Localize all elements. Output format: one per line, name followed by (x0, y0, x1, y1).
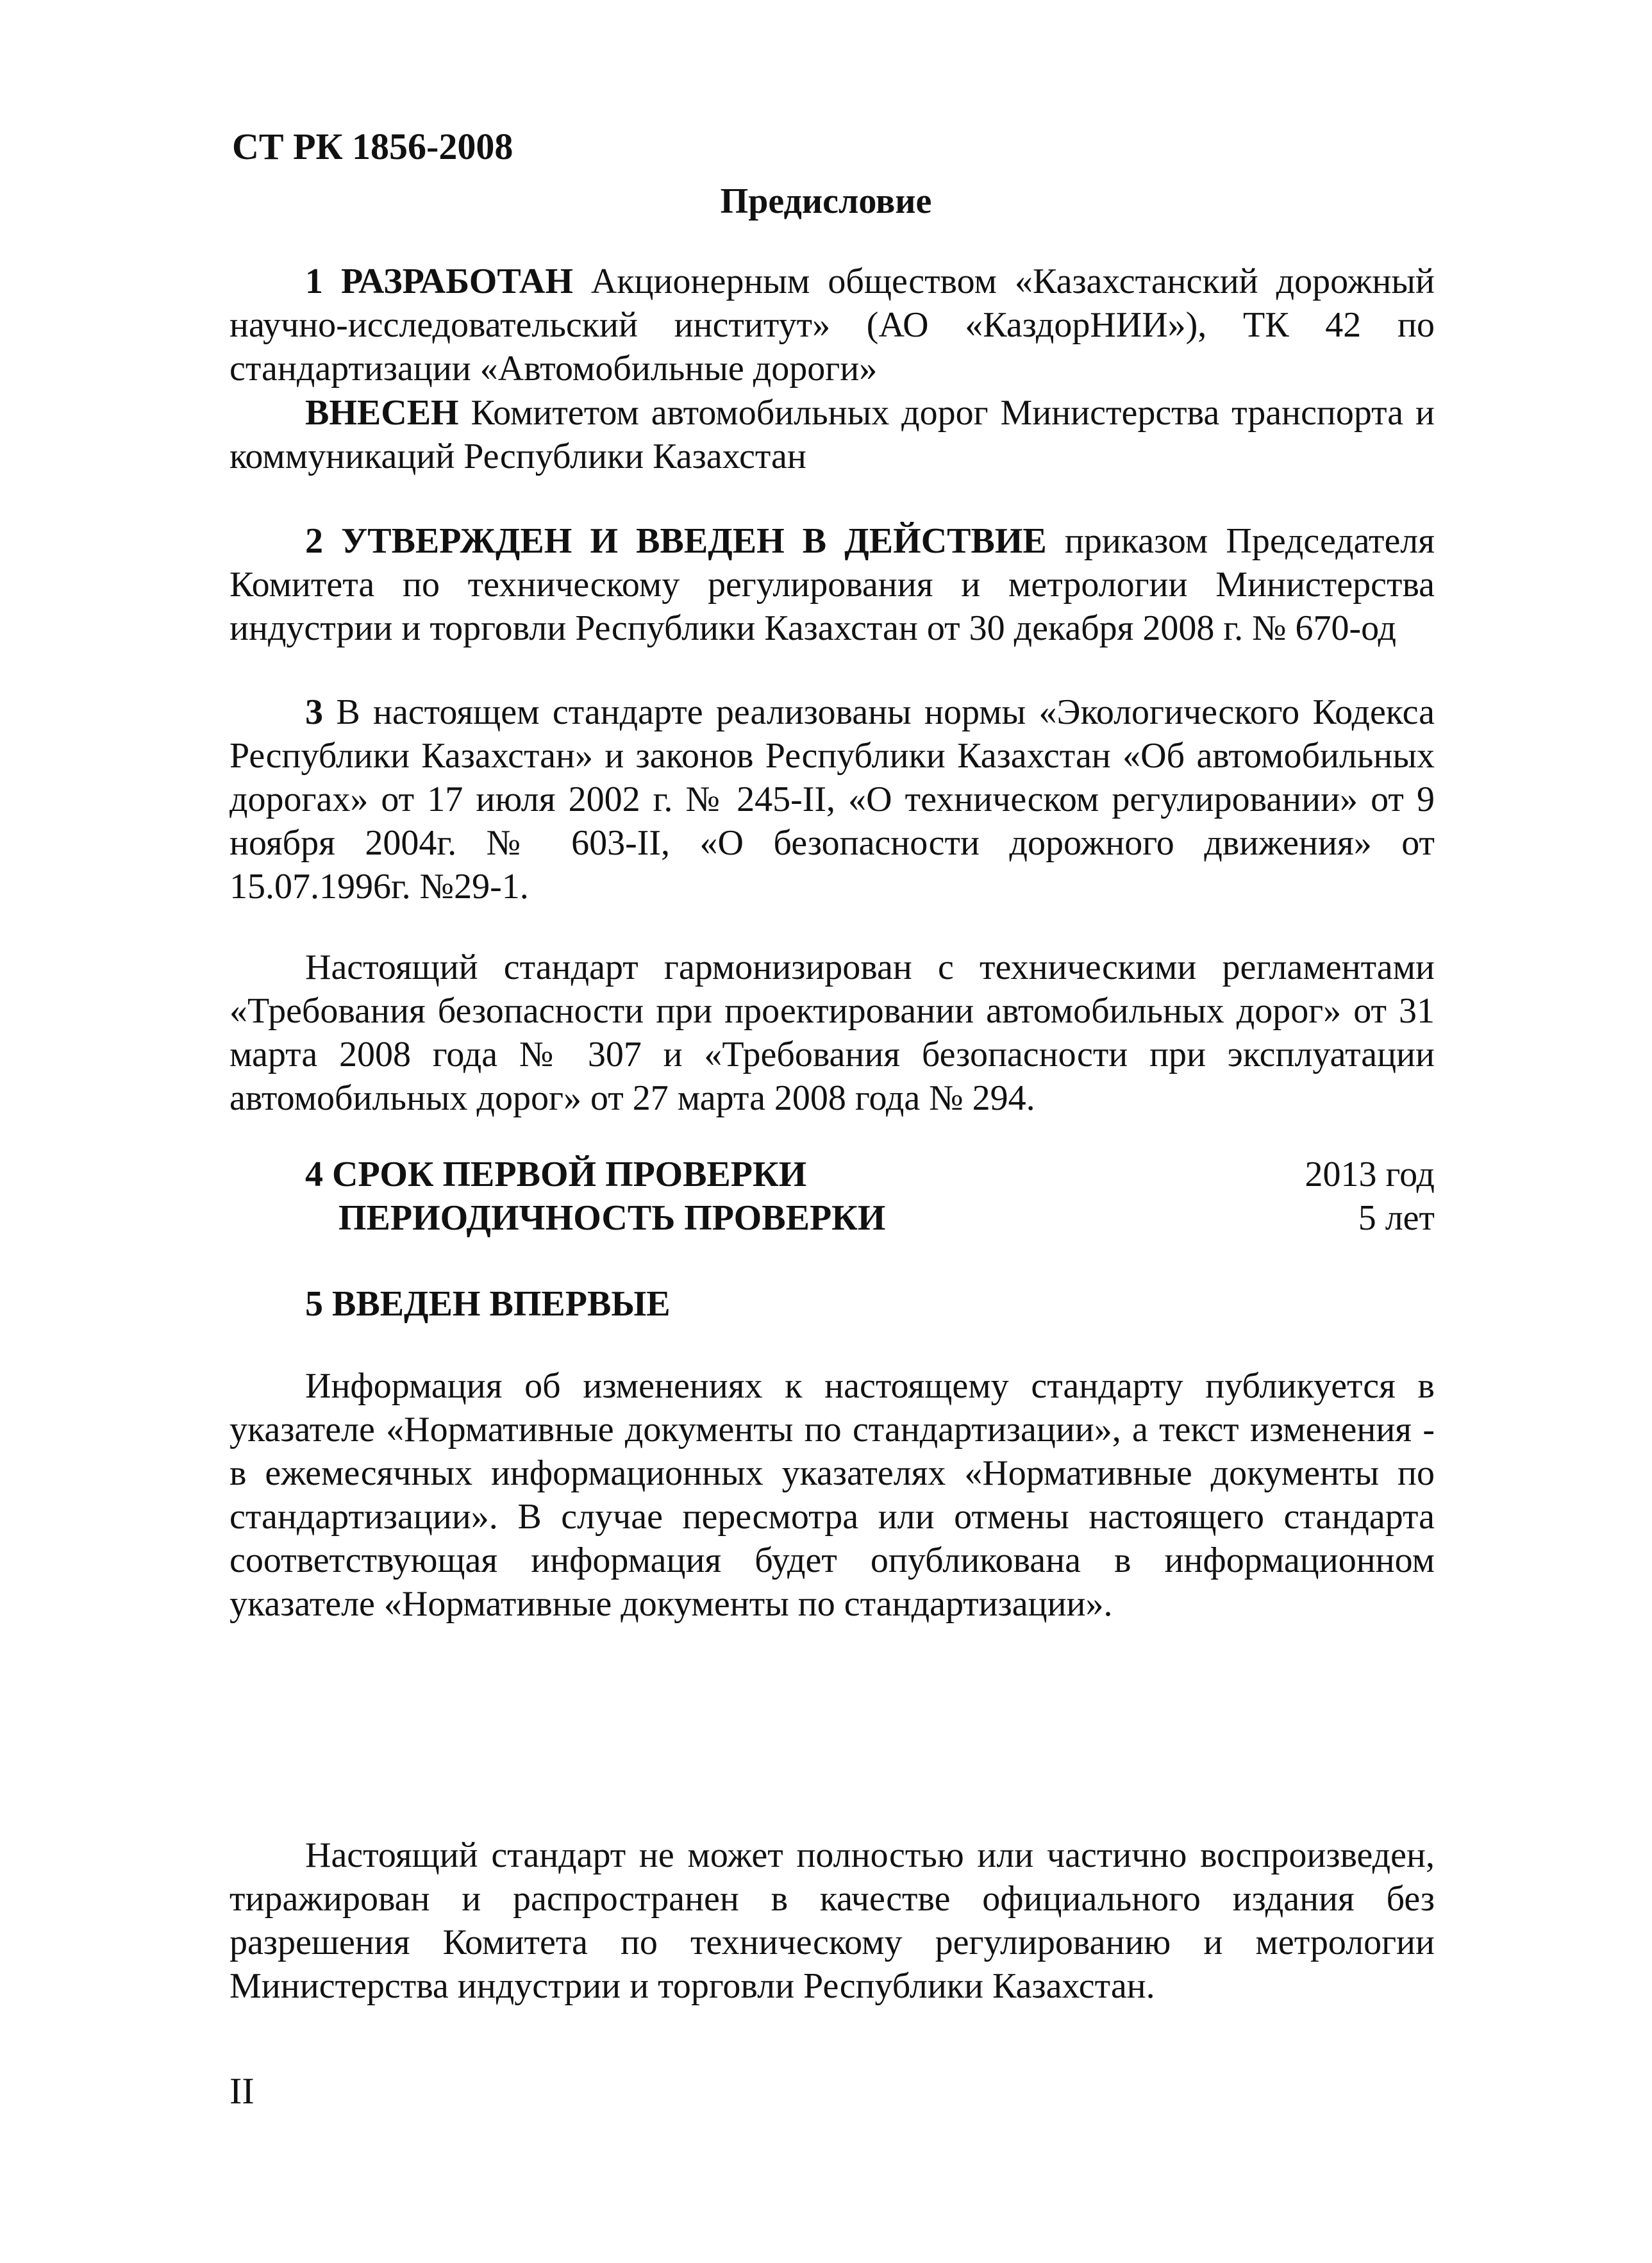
copyright-paragraph: Настоящий стандарт не может полностью или частично воспроизведен, тиражирован и распространен в качестве официального издания без разрешения Комитета по техническому регулированию и метрологии Министерства индустрии и торговли Республики Казахстан. (229, 1835, 1435, 2006)
section-1-text: Акционерным обществом «Казахстанский дорожный научно-исследовательский институт» (АО «КаздорНИИ»), ТК 42 по стандартизации «Автомобильные дороги» (229, 262, 1435, 388)
section-1b-text: Комитетом автомобильных дорог Министерства транспорта и коммуникаций Республики Казахстан (229, 393, 1435, 476)
standard-code: СТ РК 1856-2008 (232, 126, 513, 167)
section-1b-label: ВНЕСЕН (305, 393, 459, 433)
section-4-period-value: 5 лет (1358, 1198, 1435, 1238)
section-4-periodicity (305, 1198, 1435, 1239)
page-title: Предисловие (720, 181, 932, 221)
page-number: II (229, 2070, 254, 2112)
section-2-approved (229, 519, 1435, 650)
section-4-first-check (305, 1154, 1435, 1195)
section-4-period-label: ПЕРИОДИЧНОСТЬ ПРОВЕРКИ (338, 1198, 886, 1238)
section-1-submitted (229, 391, 1435, 478)
section-3-label: 3 (305, 692, 323, 732)
section-5-label: 5 ВВЕДЕН ВПЕРВЫЕ (305, 1284, 671, 1324)
info-paragraph: Информация об изменениях к настоящему стандарту публикуется в указателе «Нормативные документы по стандартизации», а текст изменения - в ежемесячных информационных указателях «Нормативные документы по стандартизации». В случае пересмотра или отмены настоящего стандарта соответствующая информация будет опубликована в информационном указателе «Нормативные документы по стандартизации». (229, 1366, 1435, 1624)
section-1-label: 1 РАЗРАБОТАН (305, 262, 573, 301)
section-2-text: приказом Председателя Комитета по техническому регулирования и метрологии Министерства индустрии и торговли Республики Казахстан от 30 декабря 2008 г. № 670-од (229, 521, 1435, 648)
section-3-text: В настоящем стандарте реализованы нормы «Экологического Кодекса Республики Казахстан» и законов Республики Казахстан «Об автомобильных дорогах» от 17 июля 2002 г. № 245-II, «О техническом регулировании» от 9 ноября 2004г. № 603-II, «О безопасности дорожного движения» от 15.07.1996г. №29-1. (229, 692, 1435, 906)
section-3-norms (229, 690, 1435, 908)
section-2-label: 2 УТВЕРЖДЕН И ВВЕДЕН В ДЕЙСТВИЕ (305, 521, 1047, 561)
section-4-first-label: 4 СРОК ПЕРВОЙ ПРОВЕРКИ (305, 1155, 807, 1194)
section-1-developed (229, 260, 1435, 390)
section-3-harmonized: Настоящий стандарт гармонизирован с техническими регламентами «Требования безопасности при проектировании автомобильных дорог» от 31 марта 2008 года № 307 и «Требования безопасности при эксплуатации автомобильных дорог» от 27 марта 2008 года № 294. (229, 948, 1435, 1118)
section-4-first-value: 2013 год (1305, 1155, 1435, 1194)
